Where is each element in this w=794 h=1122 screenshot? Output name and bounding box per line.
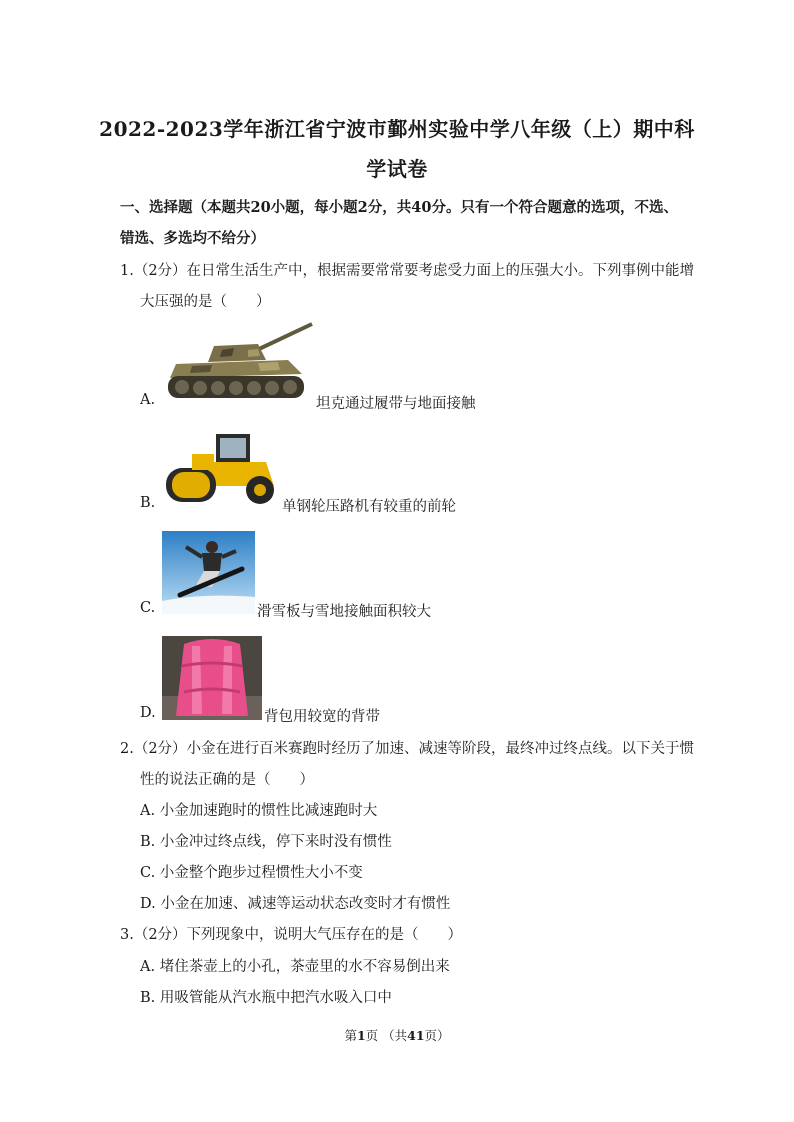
q3-stem-line-1: 3.（2分）下列现象中，说明大气压存在的是（ ） [120, 927, 463, 943]
section-heading-line-2: 错选、多选均不给分） [120, 230, 265, 247]
backpack-image [162, 636, 262, 720]
footer-suffix: 页） [424, 1028, 450, 1043]
q1-stem-line-1: 1.（2分）在日常生活生产中，根据需要常常要考虑受力面上的压强大小。下列事例中能增 [120, 263, 695, 279]
q2-option-b: B. 小金冲过终点线，停下来时没有惯性 [140, 834, 392, 850]
q2-stem-line-1: 2.（2分）小金在进行百米赛跑时经历了加速、减速等阶段，最终冲过终点线。以下关于惯 [120, 741, 695, 757]
q2-option-c: C. 小金整个跑步过程惯性大小不变 [140, 865, 363, 881]
footer-prefix: 第 [344, 1028, 357, 1043]
q1-option-c-letter: C. [140, 600, 156, 616]
q1-option-c-text: 滑雪板与雪地接触面积较大 [257, 604, 431, 620]
exam-title-line-2: 学试卷 [366, 157, 428, 181]
exam-title-line-1: 2022-2023学年浙江省宁波市鄞州实验中学八年级（上）期中科 [99, 117, 695, 141]
tank-image [162, 320, 314, 406]
page-footer [0, 1026, 794, 1044]
snowboarder-image [162, 531, 255, 614]
q1-option-a-text: 坦克通过履带与地面接触 [316, 396, 476, 412]
q2-option-d: D. 小金在加速、减速等运动状态改变时才有惯性 [140, 896, 451, 912]
footer-total-pages: 41 [407, 1028, 425, 1043]
q2-option-a: A. 小金加速跑时的惯性比减速跑时大 [140, 803, 378, 819]
footer-page-number: 1 [356, 1028, 366, 1043]
q3-option-a: A. 堵住茶壶上的小孔，茶壶里的水不容易倒出来 [140, 959, 450, 975]
q1-option-a-letter: A. [140, 392, 156, 408]
q3-option-b: B. 用吸管能从汽水瓶中把汽水吸入口中 [140, 990, 392, 1006]
q1-option-b-text: 单钢轮压路机有较重的前轮 [282, 499, 456, 515]
q1-stem-line-2: 大压强的是（ ） [140, 294, 271, 310]
q1-option-b-letter: B. [140, 495, 156, 511]
road-roller-image [162, 428, 280, 510]
q2-stem-line-2: 性的说法正确的是（ ） [140, 772, 314, 788]
section-heading-line-1: 一、选择题（本题共20小题，每小题2分，共40分。只有一个符合题意的选项，不选、 [120, 199, 678, 216]
footer-mid: 页 （共 [365, 1028, 408, 1043]
q1-option-d-letter: D. [140, 705, 156, 721]
q1-option-d-text: 背包用较宽的背带 [264, 709, 380, 725]
